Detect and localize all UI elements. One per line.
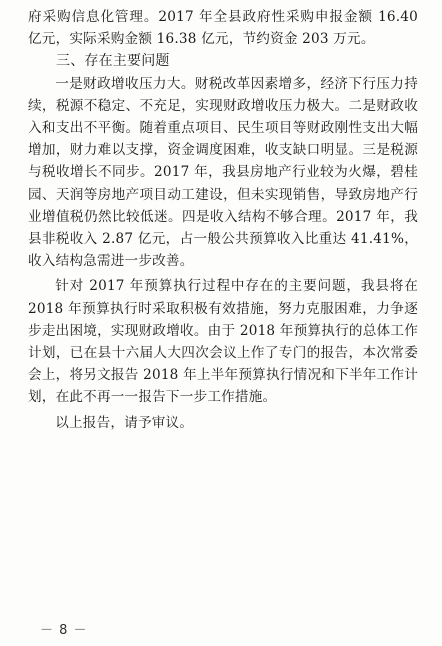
page-number: － 8 － <box>40 623 88 638</box>
paragraph-closing: 以上报告，请予审议。 <box>55 414 194 431</box>
section-heading-main-problems: 三、存在主要问题 <box>56 53 170 70</box>
document-body <box>28 6 418 434</box>
paragraph-measures: 针对 2017 年预算执行过程中存在的主要问题，我县将在 2018 年预算执行时采取积极有效措施，努力克服困难，力争逐步走出困境，实现财政增收。由于 2018 年预算执行的总体工作计划，已在县十六届人大四次会议上作了专门的报告，本次常委会上，将另文报告 2018 年上半年预算执行情况和下半年工作计划，在此不再一一报告下一步工作措施。 <box>28 278 418 406</box>
paragraph-problems: 一是财政增收压力大。财税改革因素增多，经济下行压力持续，税源不稳定、不充足，实现财政增收压力极大。二是财政收入和支出不平衡。随着重点项目、民生项目等财政刚性支出大幅增加，财力难以支撑，资金调度困难，收支缺口明显。三是税源与税收增长不同步。2017 年，我县房地产行业较为火爆，碧桂园、天润等房地产项目动工建设，但未实现销售，导致房地产行业增值税仍然比较低迷。四是收入结构不够合理。2017 年，我县非税收入 2.87 亿元，占一般公共预算收入比重达 41.41%，收入结构急需进一步改善。 <box>28 75 418 270</box>
paragraph-procurement-summary: 府采购信息化管理。2017 年全县政府性采购申报金额 16.40 亿元，实际采购金额 16.38 亿元，节约资金 203 万元。 <box>28 9 418 48</box>
